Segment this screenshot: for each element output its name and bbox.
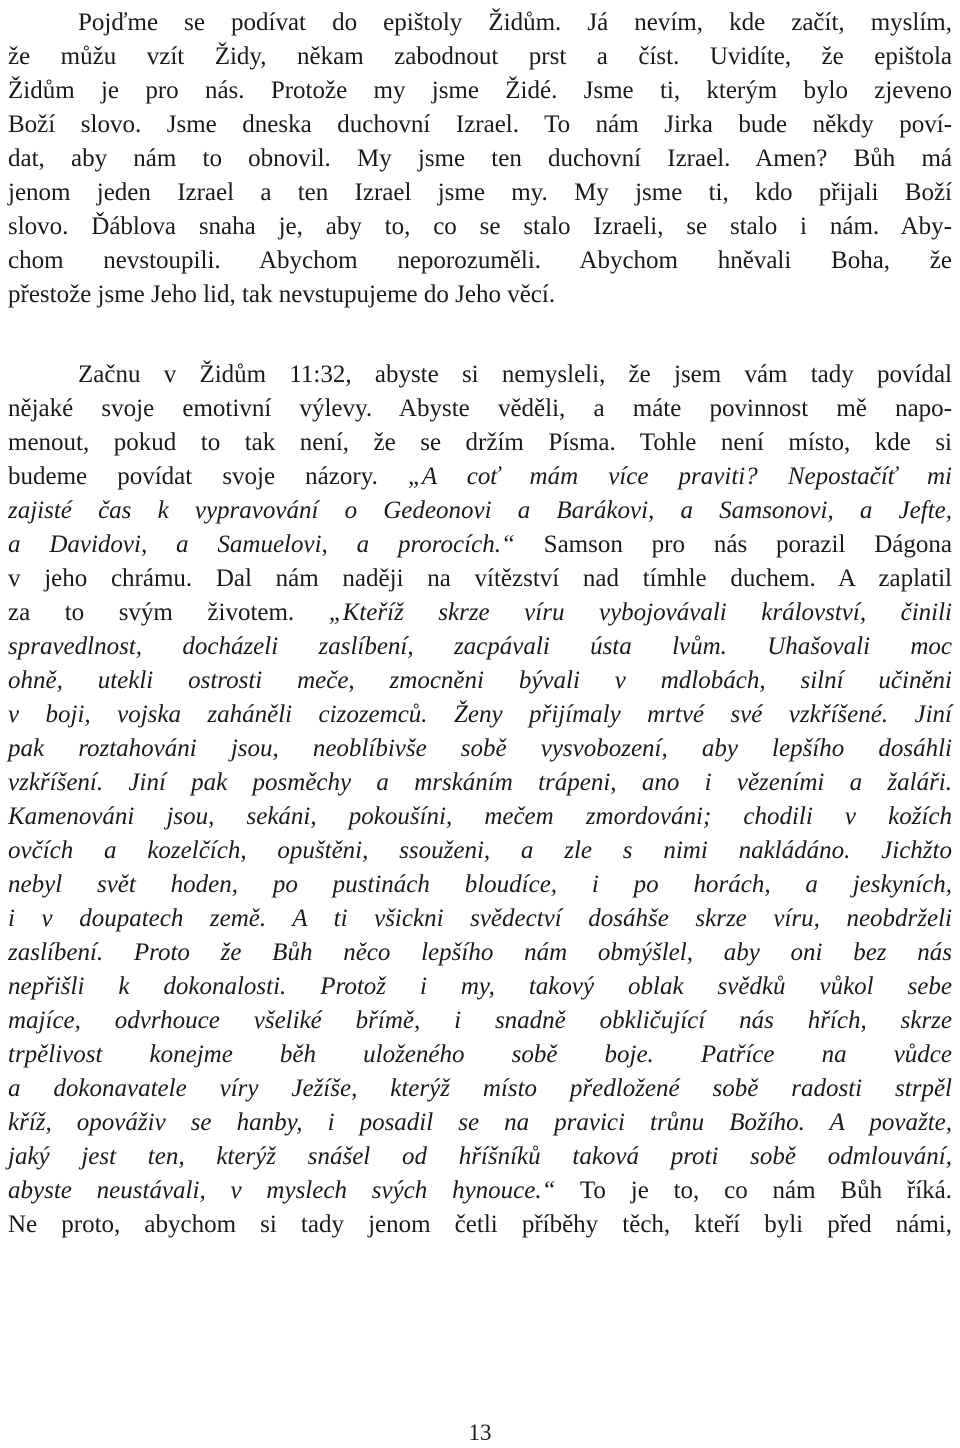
text-line <box>8 800 952 834</box>
text-line <box>8 244 952 278</box>
quote-text: nebyl svět hoden, po pustinách bloudíce, i po horách, a jeskyních, <box>8 871 952 898</box>
text-line <box>8 936 952 970</box>
text-line <box>8 596 952 630</box>
quote-text: zaslíbení. Proto že Bůh něco lepšího nám obmýšlel, aby oni bez nás <box>8 939 952 966</box>
quote-text: zajisté čas k vypravování o Gedeonovi a Barákovi, a Samsonovi, a Jefte, <box>8 497 952 524</box>
quote-text: nepřišli k dokonalosti. Protož i my, takový oblak svědků vůkol sebe <box>8 973 952 1000</box>
text-line <box>8 392 952 426</box>
body-text-segment: chom nevstoupili. Abychom neporozuměli. Abychom hněvali Boha, že <box>8 247 952 274</box>
text-line <box>8 74 952 108</box>
quote-text: a dokonavatele víry Ježíše, kterýž místo předložené sobě radosti strpěl <box>8 1075 952 1102</box>
text-line <box>8 1208 952 1242</box>
text-line <box>8 278 952 312</box>
text-line <box>8 494 952 528</box>
text-line <box>78 6 952 40</box>
body-text-segment: za to svým životem. <box>8 599 329 626</box>
quote-text: kříž, opováživ se hanby, i posadil se na pravici trůnu Božího. A považte, <box>8 1109 952 1136</box>
quote-text: majíce, odvrhouce všeliké břímě, i snadně obkličující nás hřích, skrze <box>8 1007 952 1034</box>
text-line <box>8 1106 952 1140</box>
quote-text: trpělivost konejme běh uloženého sobě boje. Patříce na vůdce <box>8 1041 952 1068</box>
text-line <box>8 834 952 868</box>
text-line <box>8 210 952 244</box>
text-line <box>8 1072 952 1106</box>
body-text-segment: Pojďme se podívat do epištoly Židům. Já nevím, kde začít, myslím, <box>78 9 952 36</box>
quote-text: Kamenováni jsou, sekáni, pokoušíni, mečem zmordováni; chodili v kožích <box>8 803 952 830</box>
text-line <box>8 426 952 460</box>
body-text-segment: slovo. Ďáblova snaha je, aby to, co se stalo Izraeli, se stalo i nám. Aby- <box>8 213 952 240</box>
text-line <box>78 358 952 392</box>
text-line <box>8 1174 952 1208</box>
text-line <box>8 970 952 1004</box>
quote-text: vzkříšení. Jiní pak posměchy a mrskáním trápeni, ano i vězeními a žaláři. <box>8 769 952 796</box>
text-line <box>8 902 952 936</box>
text-line <box>8 630 952 664</box>
body-text-segment: Židům je pro nás. Protože my jsme Židé. Jsme ti, kterým bylo zjeveno <box>8 77 952 104</box>
text-line <box>8 460 952 494</box>
text-line <box>8 698 952 732</box>
text-line <box>8 1004 952 1038</box>
text-line <box>8 176 952 210</box>
quote-text: a Davidovi, a Samuelovi, a prorocích.“ <box>8 531 515 558</box>
text-line <box>8 528 952 562</box>
body-text-segment: nějaké svoje emotivní výlevy. Abyste věděli, a máte povinnost mě napo- <box>8 395 952 422</box>
body-text-segment: dat, aby nám to obnovil. My jsme ten duchovní Izrael. Amen? Bůh má <box>8 145 952 172</box>
body-text-segment: budeme povídat svoje názory. <box>8 463 408 490</box>
body-text-segment: v jeho chrámu. Dal nám naději na vítězství nad tímhle duchem. A zaplatil <box>8 565 952 592</box>
text-line <box>8 40 952 74</box>
body-text-segment: menout, pokud to tak není, že se držím Písma. Tohle není místo, kde si <box>8 429 952 456</box>
text-line <box>8 562 952 596</box>
quote-text: jaký jest ten, kterýž snášel od hříšníků taková proti sobě odmlouvání, <box>8 1143 952 1170</box>
body-text-segment: jenom jeden Izrael a ten Izrael jsme my. My jsme ti, kdo přijali Boží <box>8 179 952 206</box>
body-text-segment: přestože jsme Jeho lid, tak nevstupujeme do Jeho věcí. <box>8 281 556 308</box>
text-line <box>8 142 952 176</box>
body-text-segment: Boží slovo. Jsme dneska duchovní Izrael. To nám Jirka bude někdy poví- <box>8 111 952 138</box>
quote-text: v boji, vojska zaháněli cizozemců. Ženy přijímaly mrtvé své vzkříšené. Jiní <box>8 701 952 728</box>
body-text-segment: Začnu v Židům 11:32, abyste si nemysleli, že jsem vám tady povídal <box>78 361 952 388</box>
text-line <box>8 664 952 698</box>
text-line <box>8 108 952 142</box>
text-line <box>8 1038 952 1072</box>
body-text-segment: Samson pro nás porazil Dágona <box>514 531 952 558</box>
body-text-segment: Ne proto, abychom si tady jenom četli příběhy těch, kteří byli před námi, <box>8 1211 952 1238</box>
quote-text: „A coť mám více praviti? Nepostačíť mi <box>407 463 952 490</box>
text-line <box>8 868 952 902</box>
quote-text: spravedlnost, docházeli zaslíbení, zacpávali ústa lvům. Uhašovali moc <box>8 633 952 660</box>
quote-text: „Kteříž skrze víru vybojovávali království, činili <box>328 599 952 626</box>
body-text-segment: To je to, co nám Bůh říká. <box>555 1177 953 1204</box>
body-text-segment: že můžu vzít Židy, někam zabodnout prst a číst. Uvidíte, že epištola <box>8 43 952 70</box>
quote-text: pak roztahováni jsou, neoblíbivše sobě vysvobození, aby lepšího dosáhli <box>8 735 952 762</box>
text-line <box>8 1140 952 1174</box>
quote-text: i v doupatech země. A ti všickni svědectví dosáhše skrze víru, neobdrželi <box>8 905 952 932</box>
quote-text: ohně, utekli ostrosti meče, zmocněni bývali v mdlobách, silní učiněni <box>8 667 952 694</box>
page-number: 13 <box>468 1420 492 1445</box>
quote-text: ovčích a kozelčích, opuštěni, ssouženi, a zle s nimi nakládáno. Jichžto <box>8 837 952 864</box>
text-line <box>8 732 952 766</box>
quote-text: abyste neustávali, v myslech svých hynouce.“ <box>8 1177 556 1204</box>
text-line <box>8 766 952 800</box>
